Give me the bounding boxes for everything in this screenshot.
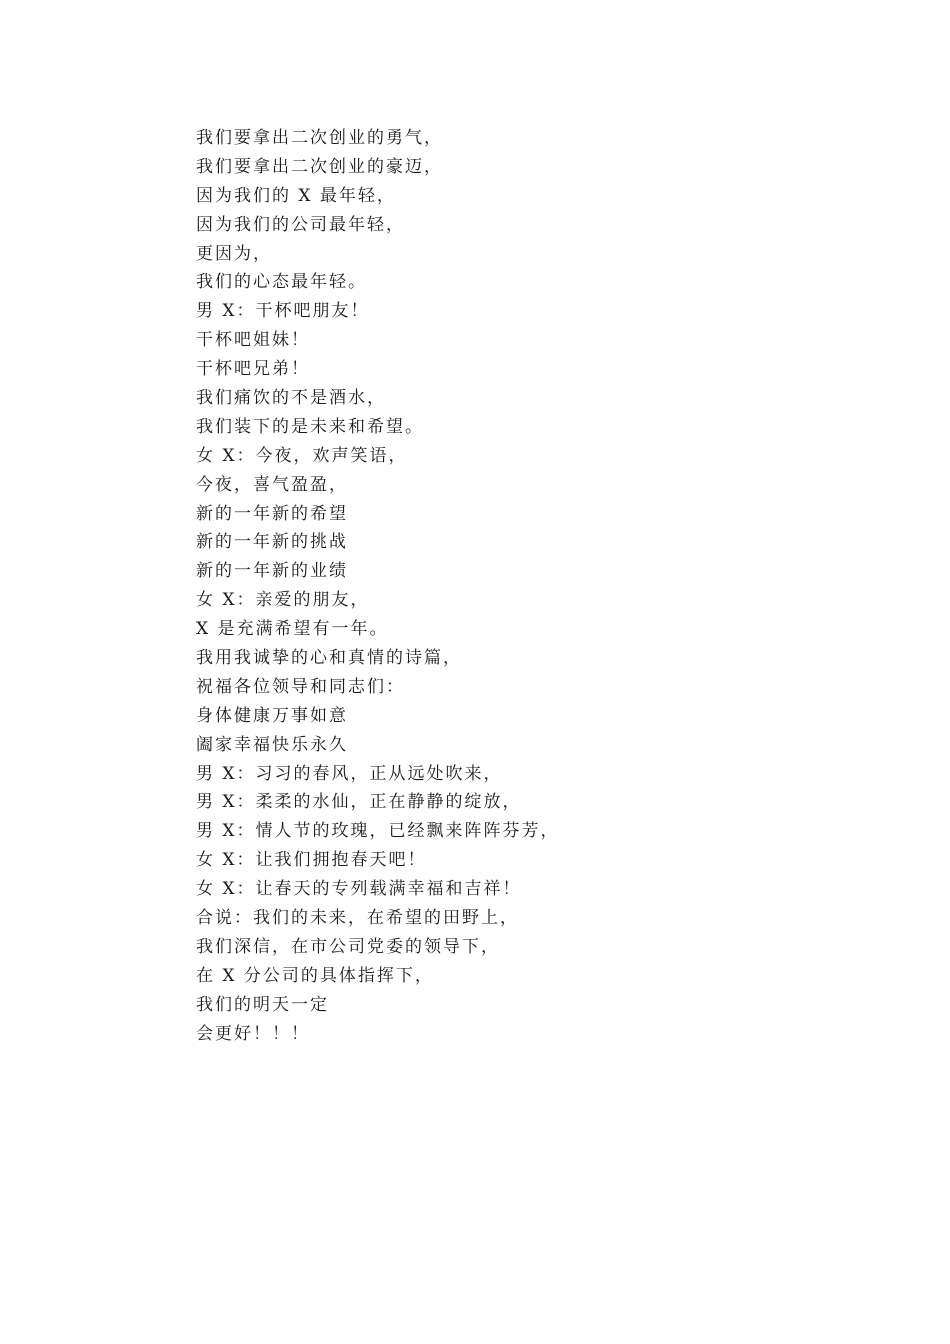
text-line: 会更好！！！	[196, 1023, 310, 1044]
poem-text-block	[196, 124, 560, 1049]
text-line: 干杯吧姐妹！	[196, 330, 310, 351]
text-line: 女 X：让我们拥抱春天吧！	[196, 850, 427, 871]
text-line: 女 X：让春天的专列载满幸福和吉祥！	[196, 879, 522, 900]
text-line: X 是充满希望有一年。	[196, 619, 389, 640]
text-line: 祝福各位领导和同志们：	[196, 676, 405, 697]
text-line: 我用我诚挚的心和真情的诗篇，	[196, 648, 462, 669]
text-line: 男 X：情人节的玫瑰，已经飘来阵阵芬芳，	[196, 821, 560, 842]
text-line: 男 X：干杯吧朋友！	[196, 301, 370, 322]
text-line: 因为我们的公司最年轻，	[196, 214, 405, 235]
text-line: 女 X：亲爱的朋友，	[196, 590, 370, 611]
text-line: 阖家幸福快乐永久	[196, 734, 348, 755]
text-line: 我们痛饮的不是酒水，	[196, 388, 386, 409]
text-line: 我们的心态最年轻。	[196, 272, 367, 293]
text-line: 新的一年新的业绩	[196, 561, 348, 582]
text-line: 我们深信，在市公司党委的领导下，	[196, 936, 500, 957]
text-line: 我们要拿出二次创业的勇气，	[196, 128, 443, 148]
text-line: 在 X 分公司的具体指挥下，	[196, 965, 434, 986]
text-line: 因为我们的 X 最年轻，	[196, 185, 396, 206]
text-line: 我们要拿出二次创业的豪迈，	[196, 156, 443, 177]
text-line: 今夜，喜气盈盈，	[196, 474, 348, 495]
text-line: 身体健康万事如意	[196, 705, 348, 726]
text-line: 我们的明天一定	[196, 994, 329, 1015]
text-line: 女 X：今夜，欢声笑语，	[196, 445, 408, 466]
text-line: 干杯吧兄弟！	[196, 359, 310, 380]
text-line: 我们装下的是未来和希望。	[196, 416, 424, 437]
text-line: 更因为，	[196, 243, 272, 264]
text-line: 新的一年新的挑战	[196, 532, 348, 553]
text-line: 男 X：柔柔的水仙，正在静静的绽放，	[196, 792, 522, 813]
text-line: 男 X：习习的春风，正从远处吹来，	[196, 763, 503, 784]
text-line: 新的一年新的希望	[196, 503, 348, 524]
text-line: 合说：我们的未来，在希望的田野上，	[196, 908, 519, 929]
